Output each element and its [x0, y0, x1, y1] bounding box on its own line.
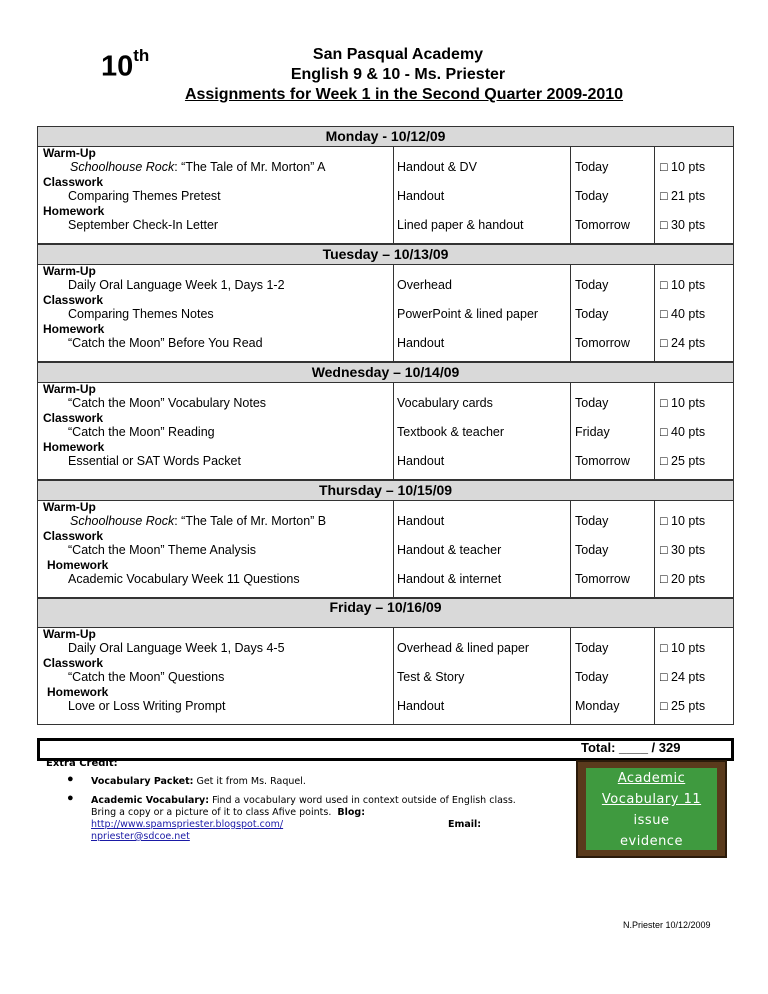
day-body: [38, 628, 733, 724]
assignment-due: Today: [575, 641, 609, 655]
day-section: [38, 597, 733, 724]
assignment-title: Daily Oral Language Week 1, Days 4-5: [68, 641, 285, 655]
extra-credit-title: Extra Credit:: [46, 758, 118, 769]
assignment-materials: Overhead: [397, 278, 452, 292]
assignment-due: Today: [575, 307, 609, 321]
bullet-icon: ●: [67, 773, 74, 785]
course-title: English 9 & 10 - Ms. Priester: [290, 66, 506, 83]
assignment-points: □ 10 pts: [660, 160, 706, 174]
warmup-label: Warm-Up: [43, 500, 96, 514]
assignment-due: Tomorrow: [575, 454, 630, 468]
assignment-points: □ 21 pts: [660, 189, 706, 203]
assignment-materials: Handout: [397, 699, 445, 713]
assignment-due: Tomorrow: [575, 336, 630, 350]
column-divider: [570, 383, 571, 479]
assignment-points: □ 24 pts: [660, 670, 706, 684]
day-heading: Thursday – 10/15/09: [38, 481, 733, 501]
assignment-points: □ 20 pts: [660, 572, 706, 586]
assignment-points: □ 24 pts: [660, 336, 706, 350]
assignment-title: Comparing Themes Notes: [68, 307, 214, 321]
warmup-label: Warm-Up: [43, 627, 96, 641]
homework-label: Homework: [47, 558, 109, 572]
day-body: [38, 265, 733, 361]
assignment-materials: Overhead & lined paper: [397, 641, 530, 655]
assignment-title: “Catch the Moon” Before You Read: [68, 336, 263, 350]
total-row: [37, 738, 734, 761]
classwork-label: Classwork: [43, 529, 104, 543]
warmup-label: Warm-Up: [43, 382, 96, 396]
assignment-title: Schoolhouse Rock: “The Tale of Mr. Morton” B: [70, 514, 327, 528]
assignment-due: Today: [575, 160, 609, 174]
assignment-due: Today: [575, 543, 609, 557]
column-divider: [570, 147, 571, 243]
board-line-3: issue: [633, 813, 670, 828]
extra-credit-item-academic-vocabulary: Academic Vocabulary: Find a vocabulary word used in context outside of English class. Bring a copy or a picture of it to class Afive points. Blog: http://www.spamspriester.blogspot.com/ Email: npriester@sdcoe.net: [91, 795, 516, 842]
assignment-title: “Catch the Moon” Vocabulary Notes: [68, 396, 267, 410]
day-section: [38, 127, 733, 243]
homework-label: Homework: [43, 440, 105, 454]
email-label: Email:: [448, 819, 482, 830]
assignment-due: Today: [575, 278, 609, 292]
assignment-materials: PowerPoint & lined paper: [397, 307, 539, 321]
assignment-title: “Catch the Moon” Theme Analysis: [68, 543, 257, 557]
assignment-due: Tomorrow: [575, 218, 630, 232]
column-divider: [393, 265, 394, 361]
column-divider: [654, 501, 655, 597]
assignment-points: □ 25 pts: [660, 454, 706, 468]
assignment-due: Today: [575, 670, 609, 684]
assignment-points: □ 30 pts: [660, 218, 706, 232]
footer-signature: N.Priester 10/12/2009: [623, 920, 711, 930]
total-text: Total: ____ / 329: [581, 740, 681, 755]
column-divider: [393, 383, 394, 479]
classwork-label: Classwork: [43, 293, 104, 307]
assignment-due: Tomorrow: [575, 572, 630, 586]
day-section: [38, 479, 733, 597]
assignment-materials: Handout & internet: [397, 572, 502, 586]
assignment-materials: Handout: [397, 454, 445, 468]
assignment-due: Monday: [575, 699, 620, 713]
column-divider: [570, 501, 571, 597]
assignment-points: □ 40 pts: [660, 425, 706, 439]
assignment-title: September Check-In Letter: [68, 218, 219, 232]
assignment-due: Today: [575, 396, 609, 410]
assignments-title: Assignments for Week 1 in the Second Quarter 2009-2010: [184, 86, 624, 103]
chalkboard-graphic: [576, 760, 727, 858]
day-heading: Monday - 10/12/09: [38, 127, 733, 147]
day-body: [38, 383, 733, 479]
assignment-materials: Handout: [397, 189, 445, 203]
assignment-due: Friday: [575, 425, 610, 439]
assignment-points: □ 25 pts: [660, 699, 706, 713]
assignment-title: “Catch the Moon” Reading: [68, 425, 215, 439]
column-divider: [654, 265, 655, 361]
assignment-materials: Test & Story: [397, 670, 465, 684]
assignment-title: Daily Oral Language Week 1, Days 1-2: [68, 278, 285, 292]
school-name: San Pasqual Academy: [312, 46, 484, 63]
warmup-label: Warm-Up: [43, 146, 96, 160]
assignment-title: Love or Loss Writing Prompt: [68, 699, 226, 713]
day-body: [38, 501, 733, 597]
assignment-title: Academic Vocabulary Week 11 Questions: [68, 572, 300, 586]
schedule-table: [37, 126, 734, 725]
assignment-title: Schoolhouse Rock: “The Tale of Mr. Morton” A: [70, 160, 326, 174]
day-heading: Friday – 10/16/09: [38, 599, 733, 628]
assignment-points: □ 10 pts: [660, 514, 706, 528]
email-link[interactable]: npriester@sdcoe.net: [91, 831, 190, 842]
board-line-2: Vocabulary 11: [601, 792, 702, 807]
column-divider: [393, 628, 394, 724]
day-section: [38, 243, 733, 361]
assignment-materials: Handout: [397, 514, 445, 528]
classwork-label: Classwork: [43, 656, 104, 670]
column-divider: [393, 501, 394, 597]
assignment-materials: Handout & DV: [397, 160, 477, 174]
column-divider: [570, 628, 571, 724]
assignment-points: □ 10 pts: [660, 278, 706, 292]
warmup-label: Warm-Up: [43, 264, 96, 278]
day-body: [38, 147, 733, 243]
column-divider: [393, 147, 394, 243]
assignment-title: Essential or SAT Words Packet: [68, 454, 241, 468]
assignment-points: □ 40 pts: [660, 307, 706, 321]
homework-label: Homework: [47, 685, 109, 699]
day-heading: Wednesday – 10/14/09: [38, 363, 733, 383]
column-divider: [654, 383, 655, 479]
day-heading: Tuesday – 10/13/09: [38, 245, 733, 265]
assignment-due: Today: [575, 514, 609, 528]
column-divider: [570, 265, 571, 361]
assignment-materials: Textbook & teacher: [397, 425, 505, 439]
assignment-points: □ 10 pts: [660, 641, 706, 655]
assignment-due: Today: [575, 189, 609, 203]
extra-credit-item-vocabulary-packet: Vocabulary Packet: Get it from Ms. Raquel.: [91, 776, 306, 787]
homework-label: Homework: [43, 204, 105, 218]
column-divider: [654, 147, 655, 243]
board-line-1: Academic: [617, 771, 686, 786]
board-line-4: evidence: [620, 834, 683, 849]
grade-level: 10th: [101, 46, 150, 83]
bullet-icon: ●: [67, 792, 74, 804]
assignment-materials: Handout: [397, 336, 445, 350]
assignment-title: “Catch the Moon” Questions: [68, 670, 225, 684]
classwork-label: Classwork: [43, 411, 104, 425]
assignment-title: Comparing Themes Pretest: [68, 189, 221, 203]
assignment-materials: Vocabulary cards: [397, 396, 493, 410]
assignment-points: □ 30 pts: [660, 543, 706, 557]
assignment-materials: Lined paper & handout: [397, 218, 524, 232]
assignment-points: □ 10 pts: [660, 396, 706, 410]
homework-label: Homework: [43, 322, 105, 336]
assignment-materials: Handout & teacher: [397, 543, 502, 557]
column-divider: [654, 628, 655, 724]
blog-link[interactable]: http://www.spamspriester.blogspot.com/: [91, 819, 284, 830]
classwork-label: Classwork: [43, 175, 104, 189]
day-section: [38, 361, 733, 479]
